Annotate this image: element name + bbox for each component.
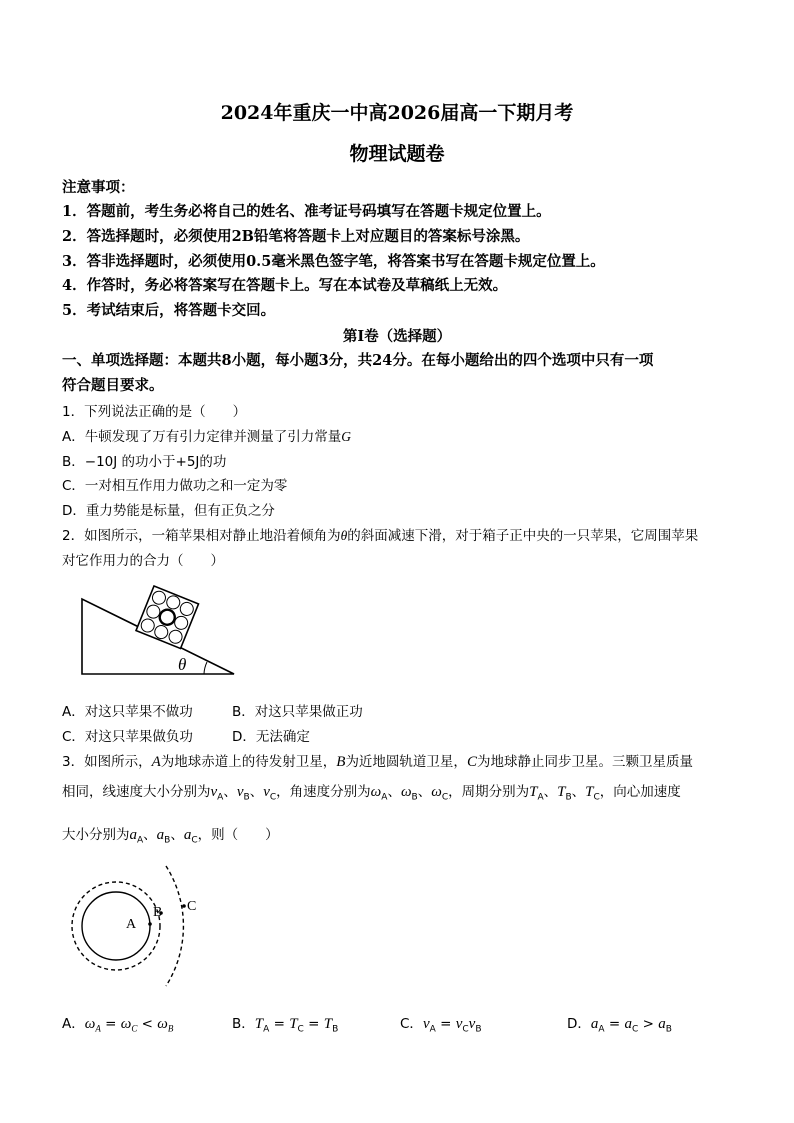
q1-option-a: A．牛顿发现了万有引力定律并测量了引力常量G [62, 429, 351, 445]
orbit-figure [66, 858, 226, 998]
q3-option-d: D．$a_A = a_C > a_B$ [567, 1016, 672, 1035]
notice-item: 4．作答时，务必将答案写在答题卡上。写在本试卷及草稿纸上无效。 [62, 277, 508, 294]
part-title: 第Ⅰ卷（选择题） [342, 328, 452, 345]
q3-option-c: C．$v_A = v_Cv_B$ [400, 1016, 482, 1035]
q2-option-a: A．对这只苹果不做功 [62, 704, 193, 720]
notice-item: 5．考试结束后，将答题卡交回。 [62, 302, 276, 319]
q2-stem-line2: 对它作用力的合力（ ） [62, 553, 224, 569]
q3-option-a: A．$\omega_A = \omega_C < \omega_B$ [62, 1016, 174, 1034]
incline-figure [78, 585, 238, 680]
q2-option-b: B．对这只苹果做正功 [232, 704, 363, 720]
q3-stem-line1: 3．如图所示，A为地球赤道上的待发射卫星，B为近地圆轨道卫星，C为地球静止同步卫星。三颗卫星质量 [62, 754, 693, 770]
q2-option-c: C．对这只苹果做负功 [62, 729, 193, 745]
q1-option-d: D．重力势能是标量，但有正负之分 [62, 503, 275, 519]
exam-title: 2024年重庆一中高2026届高一下期月考 [220, 102, 574, 124]
notice-item: 1．答题前，考生务必将自己的姓名、准考证号码填写在答题卡规定位置上。 [62, 203, 551, 220]
svg-text:A: A [126, 917, 137, 932]
earth-circle [82, 892, 150, 960]
section-heading: 一、单项选择题：本题共8小题，每小题3分，共24分。在每小题给出的四个选项中只有一项 [62, 352, 654, 369]
q2-option-d: D．无法确定 [232, 729, 310, 745]
notice-heading: 注意事项： [62, 179, 135, 196]
q2-stem: 2．如图所示，一箱苹果相对静止地沿着倾角为θ的斜面减速下滑，对于箱子正中央的一只苹果，它周围苹果 [62, 528, 699, 544]
notice-item: 2．答选择题时，必须使用2B铅笔将答题卡上对应题目的答案标号涂黑。 [62, 228, 530, 245]
q1-option-b: B．−10J 的功小于+5J的功 [62, 454, 227, 470]
q3-option-b: B．$T_A = T_C = T_B$ [232, 1016, 339, 1035]
svg-text:C: C [187, 899, 197, 914]
svg-text:B: B [153, 905, 163, 920]
near-earth-orbit [72, 882, 163, 970]
q1-option-c: C．一对相互作用力做功之和一定为零 [62, 478, 288, 494]
notice-item: 3．答非选择题时，必须使用0.5毫米黑色签字笔，将答案书写在答题卡规定位置上。 [62, 253, 605, 270]
q3-stem-line3: 大小分别为$a_A$、$a_B$、$a_C$，则（ ） [62, 827, 279, 846]
q3-stem-line2: 相同，线速度大小分别为$v_A$、$v_B$、$v_C$，角速度分别为$\omega_A$、$\omega_B$、$\omega_C$，周期分别为$T_A$、$T_B$、$T_C$，向心加速度 [62, 784, 681, 803]
section-heading: 符合题目要求。 [62, 377, 164, 394]
apple-box [136, 586, 198, 648]
synchronous-orbit [166, 866, 183, 986]
q1-stem: 1．下列说法正确的是（ ） [62, 404, 247, 420]
exam-subtitle: 物理试题卷 [349, 143, 445, 165]
svg-text:θ: θ [178, 655, 187, 674]
